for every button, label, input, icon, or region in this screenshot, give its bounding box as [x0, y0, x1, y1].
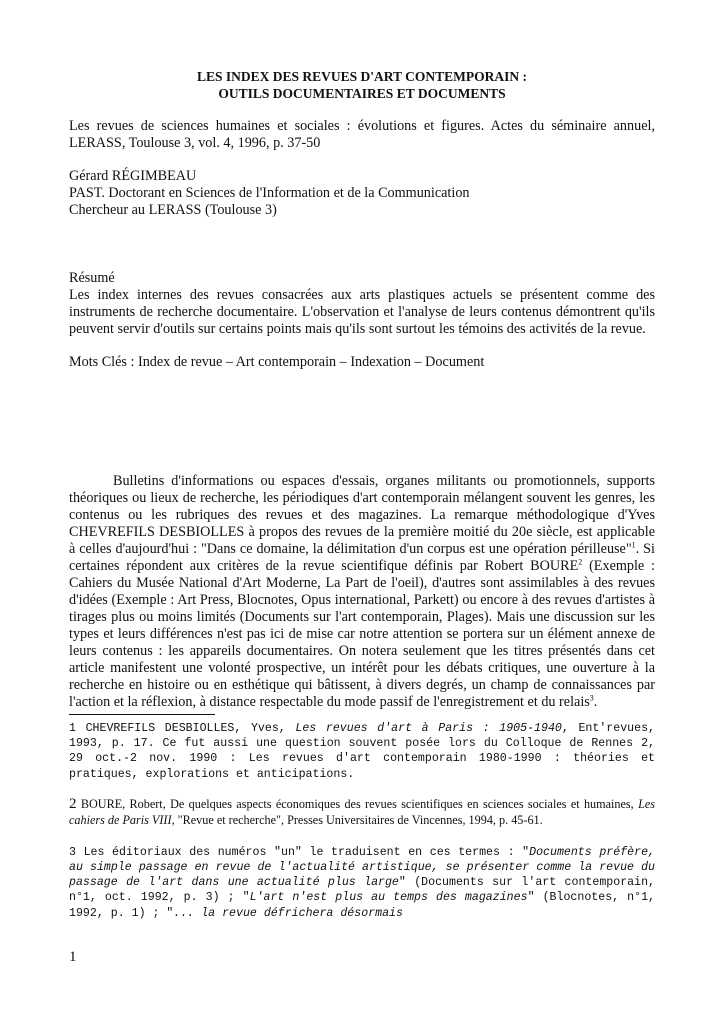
footnote-1-title: Les revues d'art à Paris : 1905-1940 [295, 722, 562, 735]
footnote-1-rest: , Ent'revues, 1993, p. 17. Ce fut aussi une question souvent posée lors du Colloque de Rennes 2, 29 oct.-2 nov. 1990 : Les revues d'art contemporain 1980-1990 : théories et pratiques, explorations et anticipations. [69, 722, 655, 781]
footnote-3-lead: 3 Les éditoriaux des numéros "un" le traduisent en ces termes : " [69, 845, 530, 859]
footnote-3 [69, 845, 655, 921]
body-text-part-2: . Si certaines répondent aux critères de la revue scientifique définis par Robert BOURE [69, 541, 655, 574]
footnote-3-quote-2: L'art n'est plus au temps des magazines [249, 891, 528, 905]
footnote-ref-3[interactable]: 3 [589, 693, 594, 703]
abstract-heading: Résumé [69, 270, 115, 286]
abstract-section [69, 270, 655, 338]
footnote-3-mid-2: " (Blocnotes, n°1, 1992, p. 1) ; " [69, 891, 656, 920]
footnote-2 [69, 796, 655, 829]
footnote-2-rest: , "Revue et recherche", Presses Universitaires de Vincennes, 1994, p. 45-61. [171, 813, 543, 828]
article-title-line-2: OUTILS DOCUMENTAIRES ET DOCUMENTS [218, 86, 506, 101]
body-text-part-3: (Exemple : Cahiers du Musée National d'Art Moderne, La Part de l'oeil), d'autres sont assimilables à des revues d'idées (Exemple : Art Press, Blocnotes, Opus international, Parkett) ou encore à des revues d'artistes à tirages plus ou moins limités (Documents sur l'art contemporain, Plages). Mais une discussion sur les types et leurs différences n'est pas ici de mise car notre attention se portera sur un élément annexe de leurs contenus : les appareils documentaires. On notera seulement que les titres présentés dans cet article manifestent une volonté prospective, un intérêt pour les débats critiques, une ouverture à la recherche en histoire ou en esthétique qui bâtissent, à divers degrés, un champ de connaissances par l'action et la réflexion, à distance respectable du mode passif de l'enregistrement et du relais [69, 558, 656, 710]
footnote-ref-1[interactable]: 1 [631, 540, 636, 550]
footnote-separator [69, 714, 215, 715]
footnote-1-lead: 1 CHEVREFILS DESBIOLLES, Yves, [69, 722, 296, 735]
footnote-2-title: Les cahiers de Paris VIII [69, 796, 655, 828]
footnote-2-lead: BOURE, Robert, De quelques aspects économiques des revues scientifiques en sciences sociales et humaines, [76, 796, 639, 811]
body-text-part-1: Bulletins d'informations ou espaces d'essais, organes militants ou promotionnels, supports théoriques ou lieux de recherche, les périodiques d'art contemporain mélangent souvent les genres, les contenus ou les rubriques des revues et des magazines. La remarque méthodologique d'Yves CHEVREFILS DESBIOLLES à propos des revues de la première moitié du 20e siècle, est applicable à celles d'aujourd'hui : "Dans ce domaine, la délimitation d'un corpus est une opération périlleuse" [69, 473, 655, 557]
page-number: 1 [69, 949, 77, 965]
footnote-2-number: 2 [69, 795, 77, 812]
author-name: Gérard RÉGIMBEAU [69, 168, 197, 184]
abstract-text: Les index internes des revues consacrées aux arts plastiques actuels se présentent comme des instruments de recherche documentaire. L'observation et l'analyse de leurs contenus démontrent qu'ils peuvent servir d'outils sur certains points mais qu'ils sont surtout les témoins des activités de la revue. [69, 287, 655, 337]
body-paragraph [69, 473, 655, 711]
footnote-3-quote-3: ... la revue défrichera désormais [173, 906, 403, 920]
footnote-3-mid-1: " (Documents sur l'art contemporain, n°1, oct. 1992, p. 3) ; " [69, 876, 656, 905]
article-title [69, 68, 655, 102]
footnote-ref-2[interactable]: 2 [578, 557, 583, 567]
publication-citation: Les revues de sciences humaines et sociales : évolutions et figures. Actes du séminaire annuel, LERASS, Toulouse 3, vol. 4, 1996, p. 37-50 [69, 118, 655, 151]
article-title-line-1: LES INDEX DES REVUES D'ART CONTEMPORAIN : [196, 69, 528, 84]
author-position: PAST. Doctorant en Sciences de l'Information et de la Communication [69, 185, 470, 201]
footnote-3-quote-1: Documents préfère, au simple passage en revue de l'actualité artistique, se présenter comme la revue du passage de l'art dans une actualité plus large [69, 845, 655, 890]
footnote-1 [69, 721, 655, 782]
body-text-part-4: . [593, 694, 598, 710]
keywords: Mots Clés : Index de revue – Art contemporain – Indexation – Document [69, 354, 485, 370]
author-block [69, 168, 655, 219]
author-affiliation: Chercheur au LERASS (Toulouse 3) [69, 202, 277, 218]
page-content [69, 68, 655, 921]
